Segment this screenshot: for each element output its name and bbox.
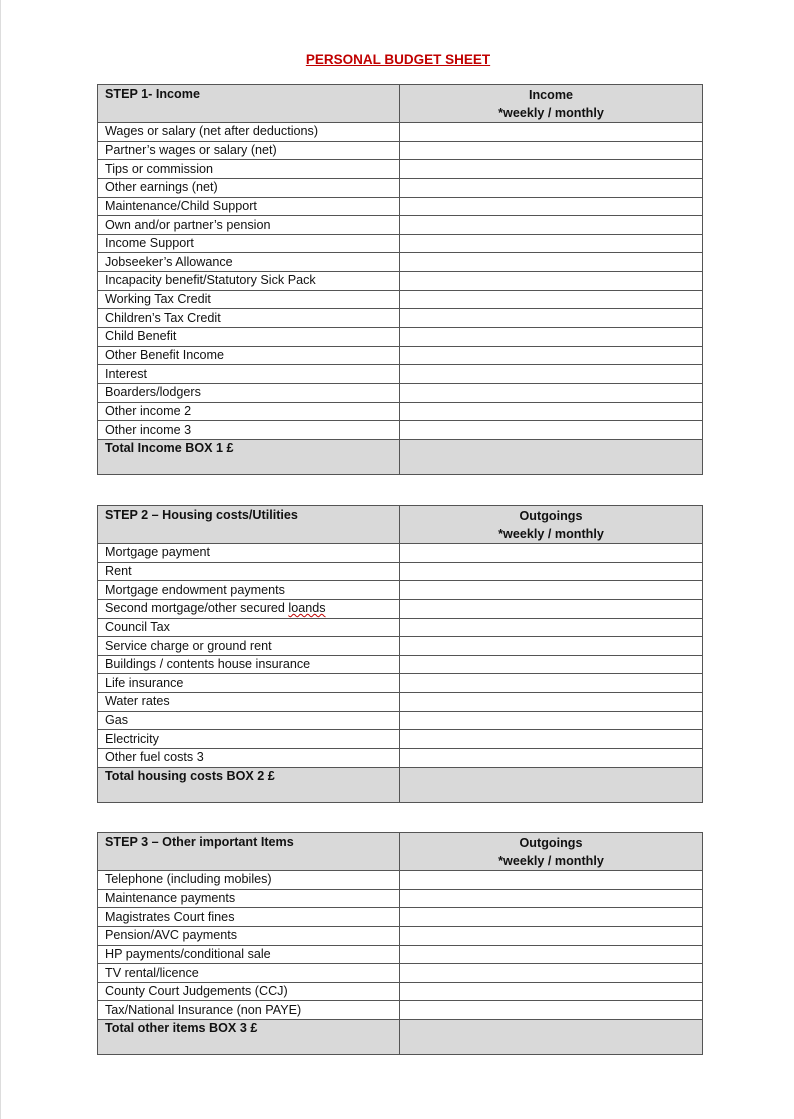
amount-cell[interactable] [400,655,703,674]
row-label: Income Support [98,234,400,253]
row-label: Water rates [98,693,400,712]
amount-cell[interactable] [400,871,703,890]
row-label: Wages or salary (net after deductions) [98,123,400,142]
amount-cell[interactable] [400,216,703,235]
table-row [98,982,703,1001]
row-label: Interest [98,365,400,384]
row-label: Council Tax [98,618,400,637]
amount-cell[interactable] [400,383,703,402]
total-row [98,1020,703,1055]
row-label: Boarders/lodgers [98,383,400,402]
row-label: Rent [98,562,400,581]
row-label: Electricity [98,730,400,749]
amount-cell[interactable] [400,945,703,964]
table-row [98,178,703,197]
total-row [98,439,703,474]
table-row [98,141,703,160]
table-row [98,253,703,272]
row-label: Pension/AVC payments [98,926,400,945]
amount-cell[interactable] [400,693,703,712]
table-row [98,421,703,440]
row-label: Mortgage payment [98,544,400,563]
amount-cell[interactable] [400,730,703,749]
amount-cell[interactable] [400,234,703,253]
table-row [98,383,703,402]
table-row [98,328,703,347]
row-label: Maintenance/Child Support [98,197,400,216]
table-row [98,599,703,618]
table-row [98,216,703,235]
amount-cell[interactable] [400,599,703,618]
amount-cell[interactable] [400,141,703,160]
row-label: Incapacity benefit/Statutory Sick Pack [98,272,400,291]
row-label: Tax/National Insurance (non PAYE) [98,1001,400,1020]
amount-cell[interactable] [400,272,703,291]
table-row [98,346,703,365]
amount-cell[interactable] [400,328,703,347]
amount-cell[interactable] [400,253,703,272]
amount-cell[interactable] [400,674,703,693]
spellcheck-underline: loands [288,601,326,616]
total-row [98,767,703,802]
total-label: Total Income BOX 1 £ [98,439,400,474]
table-row [98,309,703,328]
amount-cell[interactable] [400,178,703,197]
row-label: Other Benefit Income [98,346,400,365]
row-label: TV rental/licence [98,964,400,983]
amount-cell[interactable] [400,618,703,637]
amount-cell[interactable] [400,926,703,945]
row-label: Tips or commission [98,160,400,179]
amount-cell[interactable] [400,908,703,927]
table-row [98,290,703,309]
row-label: Other income 3 [98,421,400,440]
table-row [98,544,703,563]
table-row [98,402,703,421]
table-header [98,833,703,871]
row-label: Jobseeker’s Allowance [98,253,400,272]
table-row [98,926,703,945]
amount-cell[interactable] [400,544,703,563]
table-row [98,730,703,749]
row-label: Second mortgage/other secured loands [98,599,400,618]
table-row [98,637,703,656]
row-label: Mortgage endowment payments [98,581,400,600]
table-header [98,85,703,123]
amount-cell[interactable] [400,562,703,581]
total-amount-cell[interactable] [400,439,703,474]
row-label: Service charge or ground rent [98,637,400,656]
table-row [98,123,703,142]
row-label: Gas [98,711,400,730]
step-heading: STEP 2 – Housing costs/Utilities [98,506,400,544]
row-label: Other income 2 [98,402,400,421]
amount-cell[interactable] [400,123,703,142]
table-row [98,693,703,712]
row-label: Magistrates Court fines [98,908,400,927]
table-row [98,711,703,730]
table-row [98,908,703,927]
amount-column-heading: Outgoings *weekly / monthly [400,506,703,544]
row-label: Life insurance [98,674,400,693]
amount-cell[interactable] [400,197,703,216]
total-amount-cell[interactable] [400,767,703,802]
amount-cell[interactable] [400,749,703,768]
amount-cell[interactable] [400,711,703,730]
row-label: Buildings / contents house insurance [98,655,400,674]
amount-cell[interactable] [400,402,703,421]
row-label: Other earnings (net) [98,178,400,197]
step-heading: STEP 3 – Other important Items [98,833,400,871]
amount-cell[interactable] [400,365,703,384]
table-row [98,234,703,253]
row-label: Child Benefit [98,328,400,347]
row-label: Maintenance payments [98,889,400,908]
step-heading: STEP 1- Income [98,85,400,123]
table-row [98,674,703,693]
amount-cell[interactable] [400,290,703,309]
amount-column-heading: Income *weekly / monthly [400,85,703,123]
table-row [98,749,703,768]
table-row [98,562,703,581]
row-label: Own and/or partner’s pension [98,216,400,235]
table-header [98,506,703,544]
table-row [98,964,703,983]
table-row [98,945,703,964]
amount-cell[interactable] [400,160,703,179]
row-label: HP payments/conditional sale [98,945,400,964]
row-label: Other fuel costs 3 [98,749,400,768]
table-row [98,655,703,674]
amount-cell[interactable] [400,964,703,983]
amount-cell[interactable] [400,346,703,365]
table-row [98,889,703,908]
amount-cell[interactable] [400,309,703,328]
row-label: Children’s Tax Credit [98,309,400,328]
amount-cell[interactable] [400,889,703,908]
total-label: Total other items BOX 3 £ [98,1020,400,1055]
budget-table-step-2 [97,505,703,803]
table-row [98,1001,703,1020]
table-row [98,197,703,216]
amount-cell[interactable] [400,421,703,440]
total-amount-cell[interactable] [400,1020,703,1055]
row-label: Telephone (including mobiles) [98,871,400,890]
table-row [98,365,703,384]
table-row [98,581,703,600]
row-label: Working Tax Credit [98,290,400,309]
page-title: PERSONAL BUDGET SHEET [305,52,491,67]
row-label: County Court Judgements (CCJ) [98,982,400,1001]
amount-column-heading: Outgoings *weekly / monthly [400,833,703,871]
amount-cell[interactable] [400,982,703,1001]
amount-cell[interactable] [400,581,703,600]
total-label: Total housing costs BOX 2 £ [98,767,400,802]
row-label: Partner’s wages or salary (net) [98,141,400,160]
budget-table-step-1 [97,84,703,475]
amount-cell[interactable] [400,1001,703,1020]
budget-table-step-3 [97,832,703,1055]
table-row [98,272,703,291]
amount-cell[interactable] [400,637,703,656]
table-row [98,618,703,637]
table-row [98,871,703,890]
table-row [98,160,703,179]
